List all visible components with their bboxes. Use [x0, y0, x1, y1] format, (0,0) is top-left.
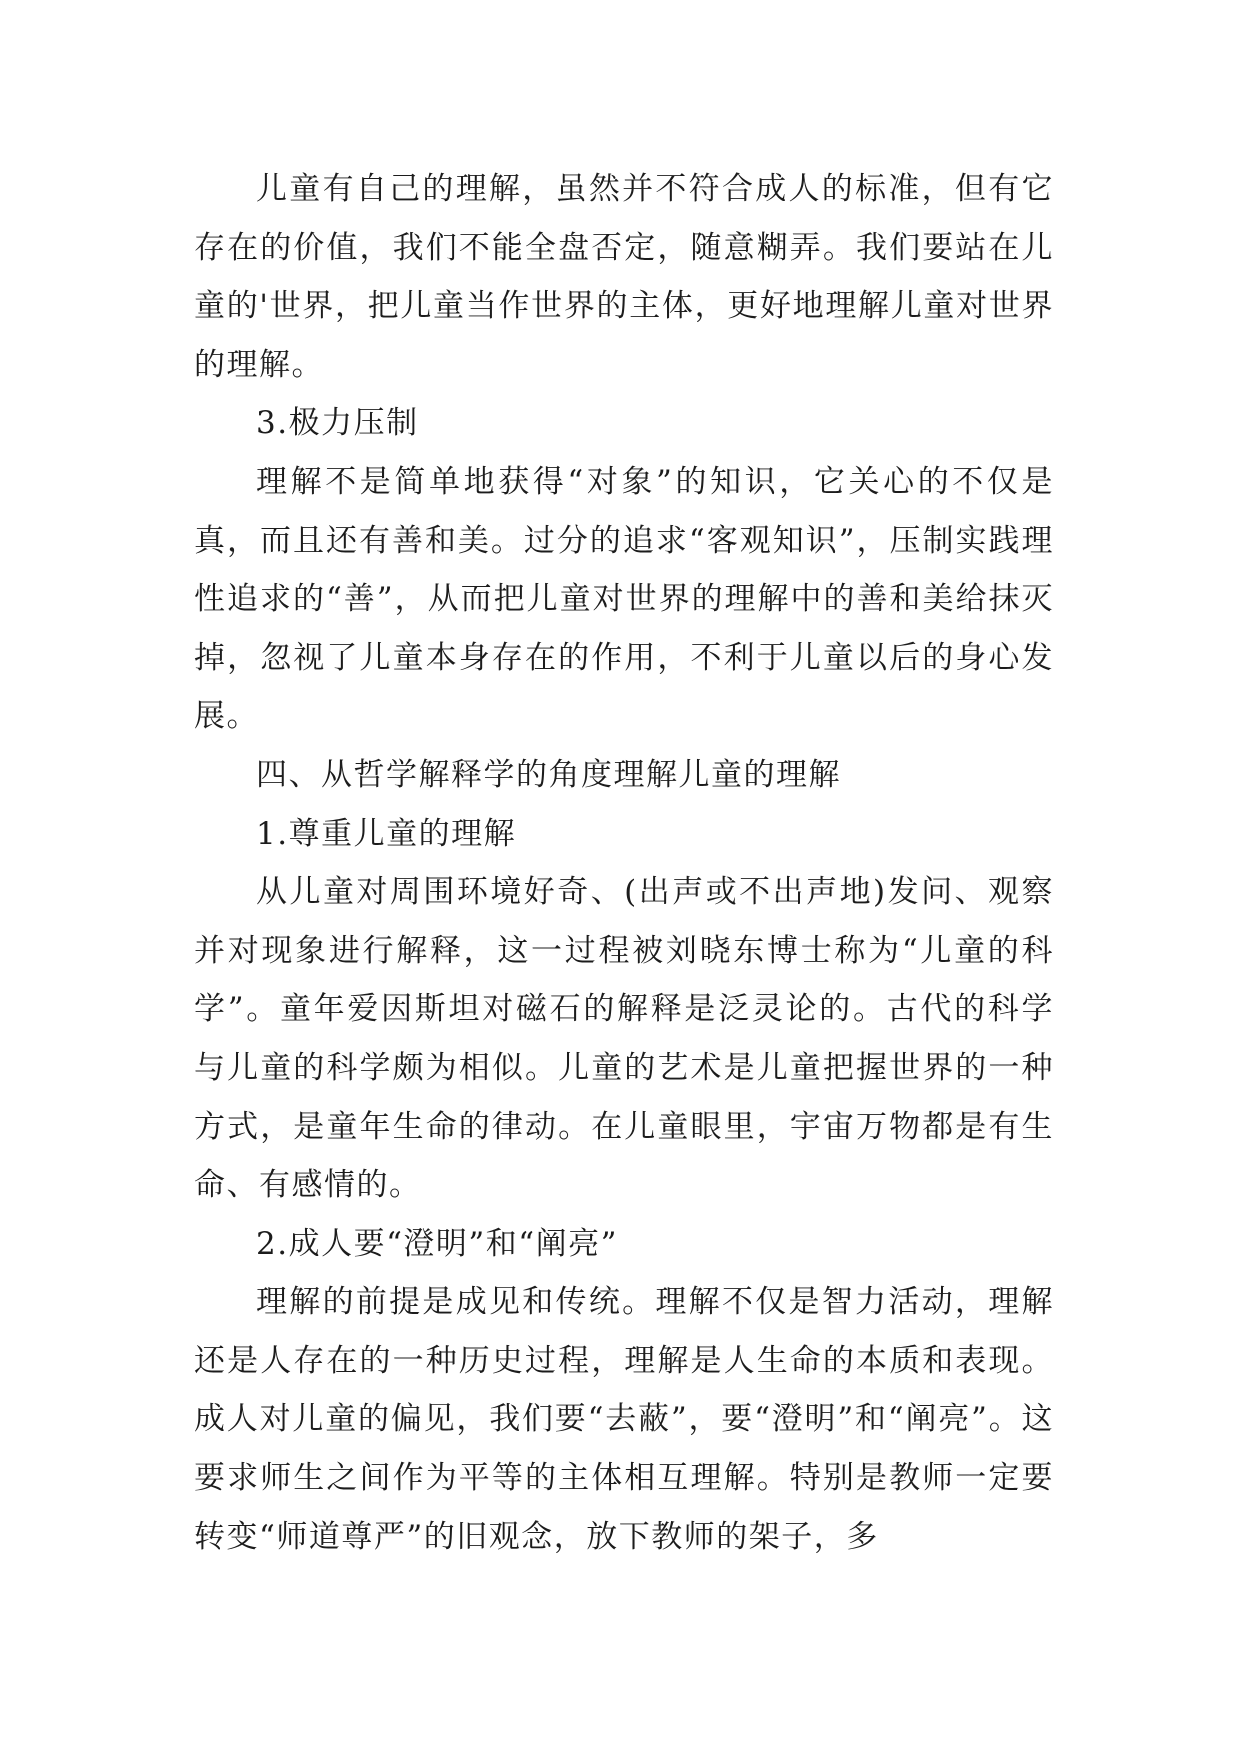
paragraph-prejudice-tradition: 理解的前提是成见和传统。理解不仅是智力活动，理解还是人存在的一种历史过程，理解是人生命的本质和表现。成人对儿童的偏见，我们要“去蔽”，要“澄明”和“阐亮”。这要求师生之间作为平等的主体相互理解。特别是教师一定要转变“师道尊严”的旧观念，放下教师的架子，多 [194, 1284, 1054, 1555]
document-body [194, 160, 1054, 1566]
paragraph-childrens-science: 从儿童对周围环境好奇、(出声或不出声地)发问、观察并对现象进行解释，这一过程被刘晓东博士称为“儿童的科学”。童年爱因斯坦对磁石的解释是泛灵论的。古代的科学与儿童的科学颇为相似。儿童的艺术是儿童把握世界的一种方式，是童年生命的律动。在儿童眼里，宇宙万物都是有生命、有感情的。 [194, 874, 1054, 1204]
section-heading-suppression: 3.极力压制 [256, 405, 419, 442]
paragraph-understanding-value: 儿童有自己的理解，虽然并不符合成人的标准，但有它存在的价值，我们不能全盘否定，随意糊弄。我们要站在儿童的'世界，把儿童当作世界的主体，更好地理解儿童对世界的理解。 [194, 171, 1054, 383]
chapter-heading-hermeneutics: 四、从哲学解释学的角度理解儿童的理解 [256, 756, 841, 793]
paragraph-truth-goodness-beauty: 理解不是简单地获得“对象”的知识，它关心的不仅是真，而且还有善和美。过分的追求“客观知识”，压制实践理性追求的“善”，从而把儿童对世界的理解中的善和美给抹灭掉，忽视了儿童本身存在的作用，不利于儿童以后的身心发展。 [194, 463, 1054, 735]
section-heading-respect: 1.尊重儿童的理解 [256, 815, 517, 852]
section-heading-clarify: 2.成人要“澄明”和“阐亮” [256, 1225, 618, 1262]
